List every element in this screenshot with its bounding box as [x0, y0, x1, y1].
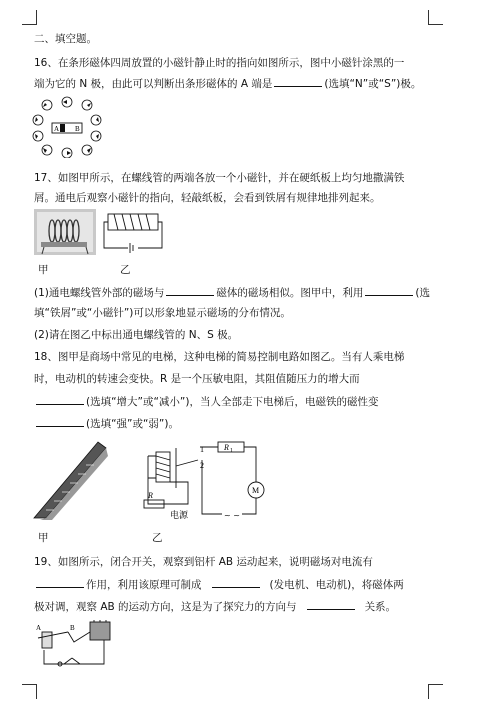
q18-label-motor: M — [252, 486, 260, 495]
q16-text-a: 端为它的 N 极，由此可以判断出条形磁体的 A 端是 — [34, 78, 273, 90]
crop-mark-bottom-right — [428, 684, 443, 699]
q16-line2 — [34, 76, 454, 91]
q19-line1: 19、如图所示，闭合开关，观察到铝杆 AB 运动起来，说明磁场对电流有 — [34, 556, 373, 568]
q19-line3 — [34, 599, 454, 614]
q19-line3-text-b: 关系。 — [364, 601, 397, 613]
crop-mark-top-right — [428, 10, 443, 25]
q17-p1-text-c: (选 — [415, 287, 430, 299]
q18-line1: 18、图甲是商场中常见的电梯，这种电梯的简易控制电路如图乙。当有人乘电梯 — [34, 351, 405, 363]
q17-caption-yi: 乙 — [120, 264, 131, 276]
q18-caption-yi: 乙 — [152, 532, 163, 544]
crop-mark-bottom-left — [22, 684, 37, 699]
q16-answer-blank[interactable] — [274, 76, 322, 87]
q17-blank-1[interactable] — [166, 285, 214, 296]
q18-blank-1[interactable] — [36, 394, 84, 405]
q19-apparatus-figure — [34, 618, 116, 674]
q19-label-b: B — [70, 624, 75, 632]
q18-label-r1: R — [224, 443, 229, 452]
q18-blank-2[interactable] — [36, 416, 84, 427]
q18-line2: 时，电动机的转速会变快。R 是一个压敏电阻，其阻值随压力的增大而 — [34, 373, 360, 385]
q18-label-r1-sub: 1 — [230, 448, 233, 454]
q19-label-a: A — [36, 624, 42, 632]
q17-figure-yi — [102, 210, 166, 254]
q16-magnet-figure — [32, 96, 102, 158]
q18-line4-text: (选填“强”或“弱”)。 — [86, 418, 179, 430]
q17-line2: 屑。通电后观察小磁针的指向，轻敲纸板，会看到铁屑有规律地排列起来。 — [34, 192, 381, 204]
q17-part2: (2)请在图乙中标出通电螺线管的 N、S 极。 — [34, 329, 239, 341]
q16-text-b: (选填“N”或“S”)极。 — [324, 78, 422, 90]
crop-mark-top-left — [22, 10, 37, 25]
q19-line3-text-a: 极对调，观察 AB 的运动方向，这是为了探究力的方向与 — [34, 601, 297, 613]
q17-line1: 17、如图甲所示，在螺线管的两端各放一个小磁针，并在硬纸板上均匀地撒满铁 — [34, 172, 405, 184]
q19-line2-text-c: (发电机、电动机)，将磁体两 — [269, 579, 404, 591]
q16-label-a: A — [54, 125, 60, 133]
q18-label-2: 2 — [200, 461, 204, 470]
q17-p1-text-a: (1)通电螺线管外部的磁场与 — [34, 287, 165, 299]
q19-blank-2[interactable] — [212, 577, 260, 588]
q17-part1-line2: 填“铁屑”或“小磁针”)可以形象地显示磁场的分布情况。 — [34, 307, 291, 319]
q18-escalator-figure — [32, 438, 110, 522]
q16-label-b: B — [75, 125, 80, 133]
q16-line1: 16、在条形磁体四周放置的小磁针静止时的指向如图所示，图中小磁针涂黑的一 — [34, 57, 405, 69]
q18-circuit-figure — [138, 438, 266, 522]
q18-label-ac: ~ ~ — [224, 511, 240, 520]
q18-label-power: 电源 — [170, 511, 189, 521]
q18-caption-jia: 甲 — [38, 532, 49, 544]
q17-p1-text-b: 磁体的磁场相似。图甲中，利用 — [216, 287, 364, 299]
q17-part1-line1 — [34, 285, 454, 300]
q19-blank-1[interactable] — [36, 577, 84, 588]
q17-blank-2[interactable] — [365, 285, 413, 296]
q17-figure-jia — [34, 209, 96, 255]
q18-line4 — [34, 416, 454, 431]
q18-line3 — [34, 394, 454, 409]
q17-caption-jia: 甲 — [38, 264, 49, 276]
section-heading: 二、填空题。 — [34, 33, 97, 45]
q19-line2-text-b: 作用，利用该原理可制成 — [86, 579, 202, 591]
q18-label-1: 1 — [200, 445, 204, 454]
q18-line3-text: (选填“增大”或“减小”)，当人全部走下电梯后，电磁铁的磁性变 — [86, 396, 379, 408]
q19-line2 — [34, 577, 454, 592]
q18-label-r: R — [148, 491, 153, 500]
q19-blank-3[interactable] — [307, 599, 355, 610]
